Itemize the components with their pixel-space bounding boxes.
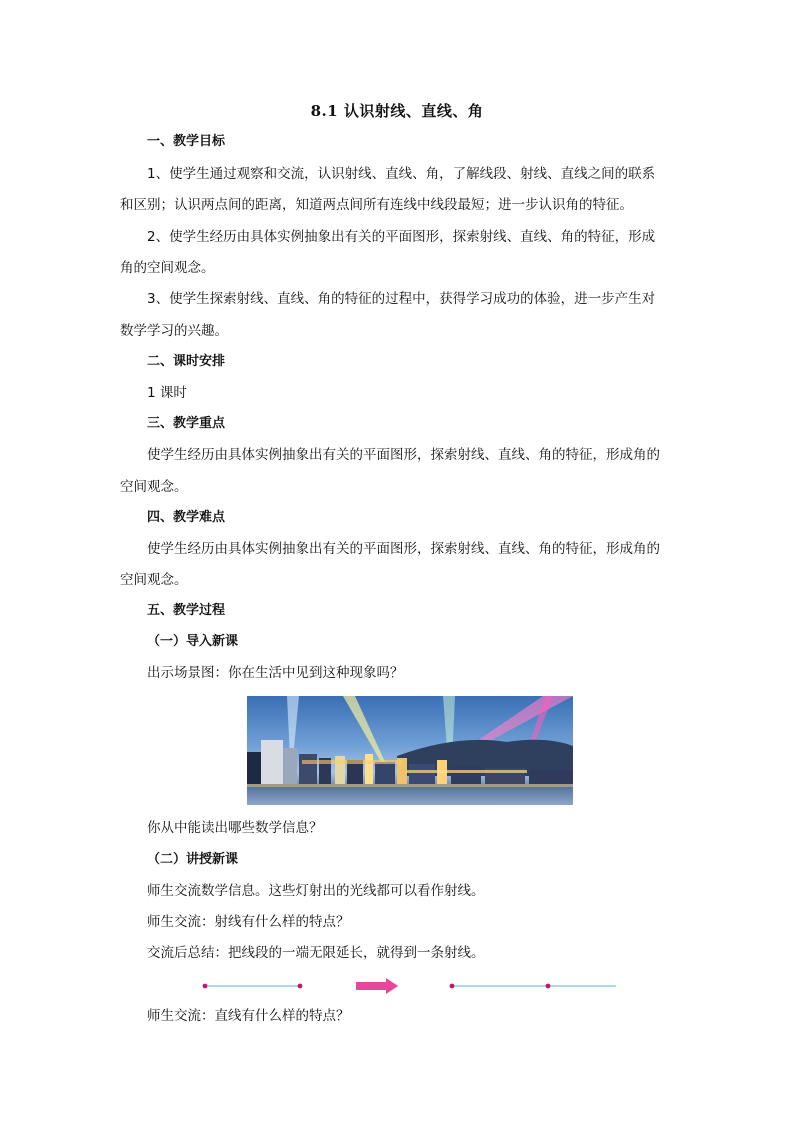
ray-point bbox=[546, 984, 551, 989]
segment-endpoint-right bbox=[298, 984, 303, 989]
segment-to-ray-diagram bbox=[200, 974, 620, 998]
segment-endpoint-left bbox=[203, 984, 208, 989]
difficult-line2: 空间观念。 bbox=[120, 572, 188, 588]
goal2-line1: 2、使学生经历由具体实例抽象出有关的平面图形，探索射线、直线、角的特征，形成 bbox=[147, 229, 656, 245]
transform-arrow bbox=[356, 978, 398, 994]
ray-endpoint bbox=[450, 984, 455, 989]
city-searchlight-image bbox=[247, 696, 573, 805]
teach-line1: 师生交流数学信息。这些灯射出的光线都可以看作射线。 bbox=[147, 883, 485, 899]
process-heading: 五、教学过程 bbox=[147, 603, 226, 618]
goal1-line2: 和区别；认识两点间的距离，知道两点间所有连线中线段最短；进一步认识角的特征。 bbox=[120, 197, 633, 213]
teach-line4: 师生交流：直线有什么样的特点？ bbox=[147, 1008, 350, 1024]
teach-line3: 交流后总结：把线段的一端无限延长，就得到一条射线。 bbox=[147, 945, 485, 961]
schedule-text: 1 课时 bbox=[147, 385, 187, 401]
intro-heading: （一）导入新课 bbox=[147, 634, 239, 649]
teach-line2: 师生交流：射线有什么样的特点？ bbox=[147, 914, 350, 930]
intro-text: 出示场景图：你在生活中见到这种现象吗？ bbox=[147, 665, 404, 681]
key-heading: 三、教学重点 bbox=[147, 416, 226, 431]
key-line1: 使学生经历由具体实例抽象出有关的平面图形，探索射线、直线、角的特征，形成角的 bbox=[147, 447, 660, 463]
teach-heading: （二）讲授新课 bbox=[147, 852, 239, 867]
goals-heading: 一、教学目标 bbox=[147, 134, 226, 149]
page-title: 8.1 认识射线、直线、角 bbox=[310, 102, 484, 120]
goal2-line2: 角的空间观念。 bbox=[120, 260, 215, 276]
goal3-line1: 3、使学生探索射线、直线、角的特征的过程中，获得学习成功的体验，进一步产生对 bbox=[147, 291, 656, 307]
difficult-line1: 使学生经历由具体实例抽象出有关的平面图形，探索射线、直线、角的特征，形成角的 bbox=[147, 541, 660, 557]
key-line2: 空间观念。 bbox=[120, 479, 188, 495]
difficult-heading: 四、教学难点 bbox=[147, 510, 226, 525]
schedule-heading: 二、课时安排 bbox=[147, 354, 226, 369]
goal3-line2: 数学学习的兴趣。 bbox=[120, 323, 228, 339]
question-text: 你从中能读出哪些数学信息？ bbox=[147, 820, 323, 836]
goal1-line1: 1、使学生通过观察和交流，认识射线、直线、角，了解线段、射线、直线之间的联系 bbox=[147, 166, 656, 182]
